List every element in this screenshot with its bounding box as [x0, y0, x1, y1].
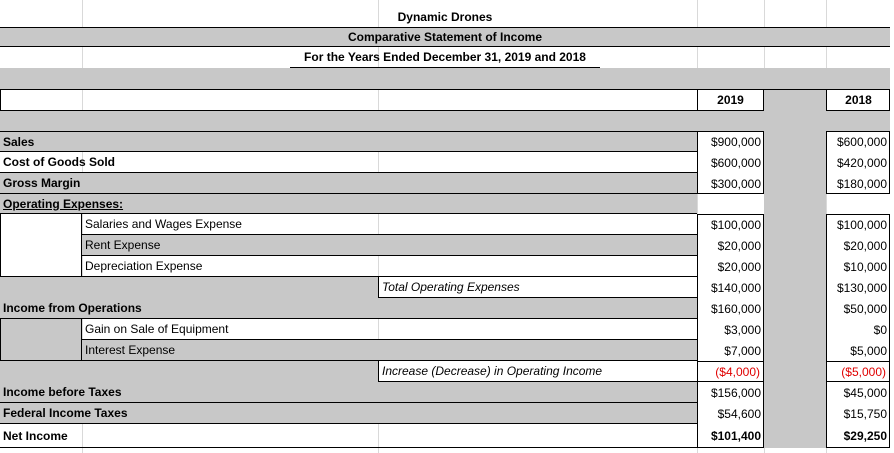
value-2019-interest: $7,000	[724, 343, 761, 358]
label-depreciation: Depreciation Expense	[82, 256, 697, 277]
statement-title: Comparative Statement of Income	[347, 30, 543, 44]
value-2019-rent: $20,000	[717, 238, 761, 253]
label-income-ops: Income from Operations	[0, 298, 697, 319]
value-2018-salaries: $100,000	[836, 217, 887, 232]
value-2019-total-opex: $140,000	[710, 280, 761, 295]
label-federal-taxes: Federal Income Taxes	[0, 403, 697, 424]
value-2019-depreciation: $20,000	[717, 259, 761, 274]
value-2018-gain-sale: $0	[873, 322, 887, 337]
value-2019-sales: $900,000	[710, 134, 761, 149]
value-2019-cogs: $600,000	[710, 155, 761, 170]
row-bg	[0, 277, 378, 298]
spacer-band-2	[0, 111, 890, 131]
label-total-opex: Total Operating Expenses	[378, 277, 697, 298]
value-2018-rent: $20,000	[843, 238, 887, 253]
header-spacer	[764, 90, 826, 111]
value-2019-income-ops: $160,000	[710, 301, 761, 316]
label-salaries: Salaries and Wages Expense	[82, 214, 697, 235]
value-2018-total-opex: $130,000	[836, 280, 887, 295]
value-2018-interest: $5,000	[850, 343, 887, 358]
label-cogs: Cost of Goods Sold	[0, 152, 697, 173]
value-2019-gain-sale: $3,000	[724, 322, 761, 337]
value-2018-sales: $600,000	[836, 134, 887, 149]
label-net-change: Increase (Decrease) in Operating Income	[378, 361, 697, 382]
value-2018-income-ops: $50,000	[843, 301, 887, 316]
value-2018-cogs: $420,000	[836, 155, 887, 170]
value-2019-income-before-taxes: $156,000	[710, 385, 761, 400]
value-2018-gross-margin: $180,000	[836, 176, 887, 191]
label-operating-expenses: Operating Expenses:	[0, 194, 697, 214]
year-2018-header: 2018	[826, 89, 890, 111]
indent-block	[0, 214, 82, 277]
value-2018-depreciation: $10,000	[843, 259, 887, 274]
value-2018-income-before-taxes: $45,000	[843, 385, 887, 400]
value-2019-net-change: ($4,000)	[697, 361, 764, 382]
value-2019-gross-margin: $300,000	[710, 176, 761, 191]
year-2019-header: 2019	[697, 89, 764, 111]
label-gross-margin: Gross Margin	[0, 173, 697, 194]
company-name: Dynamic Drones	[397, 9, 493, 24]
value-2019-salaries: $100,000	[710, 217, 761, 232]
label-gain-sale: Gain on Sale of Equipment	[82, 319, 697, 340]
label-income-before-taxes: Income before Taxes	[0, 382, 697, 403]
label-net-income: Net Income	[0, 424, 697, 448]
indent-block-2	[0, 319, 82, 361]
label-rent: Rent Expense	[82, 235, 697, 256]
label-interest: Interest Expense	[82, 340, 697, 361]
statement-period: For the Years Ended December 31, 2019 and 2018	[290, 47, 600, 68]
value-2019-federal-taxes: $54,600	[717, 406, 761, 421]
value-2019-net-income: $101,400	[710, 429, 761, 443]
label-sales: Sales	[0, 131, 697, 152]
column-spacer	[764, 131, 826, 448]
spacer-band	[0, 68, 890, 89]
value-2018-federal-taxes: $15,750	[843, 406, 887, 421]
value-2018-net-income: $29,250	[843, 429, 887, 443]
row-bg	[0, 361, 378, 382]
value-2018-net-change: ($5,000)	[826, 361, 890, 382]
